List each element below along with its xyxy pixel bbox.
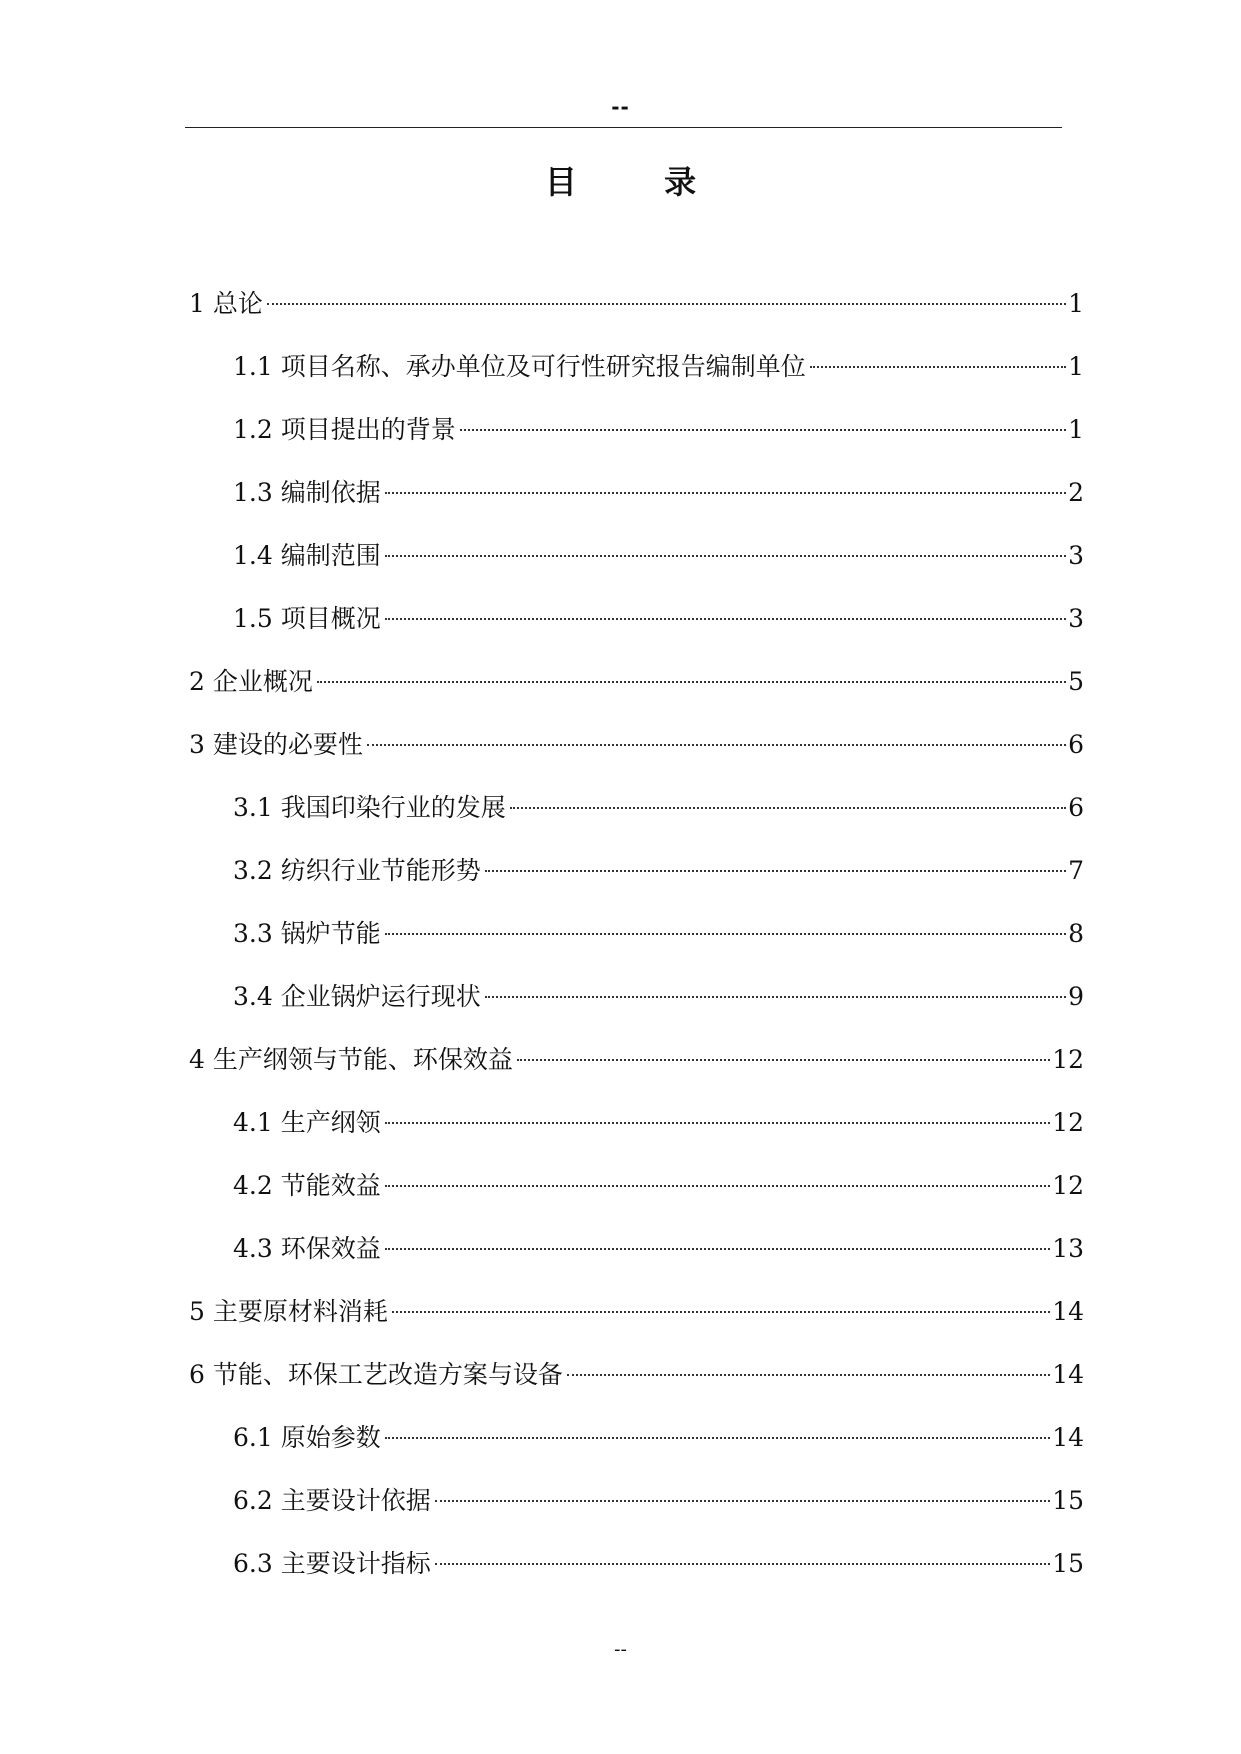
toc-entry-title: 4.1 生产纲领 — [233, 1108, 381, 1137]
toc-entry-title: 5 主要原材料消耗 — [189, 1297, 388, 1326]
toc-entry-title: 3.3 锅炉节能 — [233, 919, 381, 948]
toc-entry-title: 6.2 主要设计依据 — [233, 1486, 431, 1515]
toc-dot-leader — [385, 1185, 1050, 1187]
toc-entry[interactable] — [189, 977, 1084, 1040]
toc-entry-title: 3.4 企业锅炉运行现状 — [233, 982, 481, 1011]
toc-entry[interactable] — [189, 1544, 1084, 1607]
toc-entry-title: 1.5 项目概况 — [233, 604, 381, 633]
toc-dot-leader — [385, 933, 1066, 935]
toc-page-number: 9 — [1068, 982, 1084, 1011]
toc-dot-leader — [367, 744, 1066, 746]
toc-dot-leader — [385, 1248, 1050, 1250]
toc-dot-leader — [267, 303, 1066, 305]
toc-entry[interactable] — [189, 1040, 1084, 1103]
toc-entry-title: 4.2 节能效益 — [233, 1171, 381, 1200]
toc-entry-title: 1.1 项目名称、承办单位及可行性研究报告编制单位 — [233, 352, 806, 381]
toc-entry[interactable] — [189, 1103, 1084, 1166]
toc-entry-title: 6.3 主要设计指标 — [233, 1549, 431, 1578]
toc-entry[interactable] — [189, 788, 1084, 851]
toc-dot-leader — [317, 681, 1066, 683]
toc-entry[interactable] — [189, 1481, 1084, 1544]
page-footer-mark: -- — [614, 1639, 627, 1660]
toc-page-number: 1 — [1068, 415, 1084, 444]
toc-page-number: 2 — [1068, 478, 1084, 507]
toc-entry[interactable] — [189, 347, 1084, 410]
toc-page-number: 12 — [1052, 1045, 1084, 1074]
toc-dot-leader — [510, 807, 1066, 809]
toc-entry-title: 4 生产纲领与节能、环保效益 — [189, 1045, 513, 1074]
toc-entry-title: 3.1 我国印染行业的发展 — [233, 793, 506, 822]
toc-page-number: 1 — [1068, 352, 1084, 381]
toc-entry[interactable] — [189, 851, 1084, 914]
toc-entry-title: 2 企业概况 — [189, 667, 313, 696]
toc-entry[interactable] — [189, 284, 1084, 347]
toc-dot-leader — [385, 492, 1066, 494]
toc-entry[interactable] — [189, 599, 1084, 662]
toc-entry-title: 1.2 项目提出的背景 — [233, 415, 456, 444]
toc-entry-title: 1.3 编制依据 — [233, 478, 381, 507]
toc-page-number: 6 — [1068, 730, 1084, 759]
toc-dot-leader — [460, 429, 1066, 431]
toc-page-number: 14 — [1052, 1423, 1084, 1452]
toc-page-number: 14 — [1052, 1297, 1084, 1326]
toc-dot-leader — [385, 555, 1066, 557]
toc-entry-title: 3 建设的必要性 — [189, 730, 363, 759]
toc-dot-leader — [385, 1122, 1050, 1124]
toc-page-number: 3 — [1068, 604, 1084, 633]
toc-page-number: 6 — [1068, 793, 1084, 822]
toc-entry-title: 6.1 原始参数 — [233, 1423, 381, 1452]
toc-entry-title: 4.3 环保效益 — [233, 1234, 381, 1263]
header-divider — [185, 127, 1062, 128]
toc-page-number: 1 — [1068, 289, 1084, 318]
toc-entry[interactable] — [189, 1355, 1084, 1418]
toc-entry[interactable] — [189, 662, 1084, 725]
toc-page-number: 3 — [1068, 541, 1084, 570]
toc-entry-title: 6 节能、环保工艺改造方案与设备 — [189, 1360, 563, 1389]
toc-dot-leader — [485, 996, 1066, 998]
toc-page-number: 14 — [1052, 1360, 1084, 1389]
toc-dot-leader — [567, 1374, 1050, 1376]
toc-page-number: 13 — [1052, 1234, 1084, 1263]
toc-dot-leader — [385, 1437, 1050, 1439]
toc-entry[interactable] — [189, 536, 1084, 599]
toc-entry-title: 1 总论 — [189, 289, 263, 318]
toc-page-number: 7 — [1068, 856, 1084, 885]
toc-page-number: 5 — [1068, 667, 1084, 696]
toc-dot-leader — [435, 1563, 1050, 1565]
toc-entry[interactable] — [189, 1166, 1084, 1229]
toc-dot-leader — [435, 1500, 1050, 1502]
toc-page-number: 15 — [1052, 1486, 1084, 1515]
toc-entry-title: 3.2 纺织行业节能形势 — [233, 856, 481, 885]
toc-dot-leader — [485, 870, 1066, 872]
toc-dot-leader — [385, 618, 1066, 620]
toc-entry[interactable] — [189, 473, 1084, 536]
toc-page-number: 12 — [1052, 1171, 1084, 1200]
table-of-contents — [189, 284, 1084, 1607]
toc-dot-leader — [392, 1311, 1050, 1313]
toc-dot-leader — [810, 366, 1066, 368]
toc-title: 目 录 — [544, 163, 735, 201]
toc-entry[interactable] — [189, 1292, 1084, 1355]
toc-page-number: 8 — [1068, 919, 1084, 948]
toc-entry[interactable] — [189, 914, 1084, 977]
page-header-mark: -- — [611, 95, 630, 119]
toc-page-number: 12 — [1052, 1108, 1084, 1137]
toc-page-number: 15 — [1052, 1549, 1084, 1578]
toc-entry[interactable] — [189, 1229, 1084, 1292]
toc-entry[interactable] — [189, 725, 1084, 788]
toc-entry[interactable] — [189, 410, 1084, 473]
toc-entry[interactable] — [189, 1418, 1084, 1481]
toc-dot-leader — [517, 1059, 1050, 1061]
toc-entry-title: 1.4 编制范围 — [233, 541, 381, 570]
